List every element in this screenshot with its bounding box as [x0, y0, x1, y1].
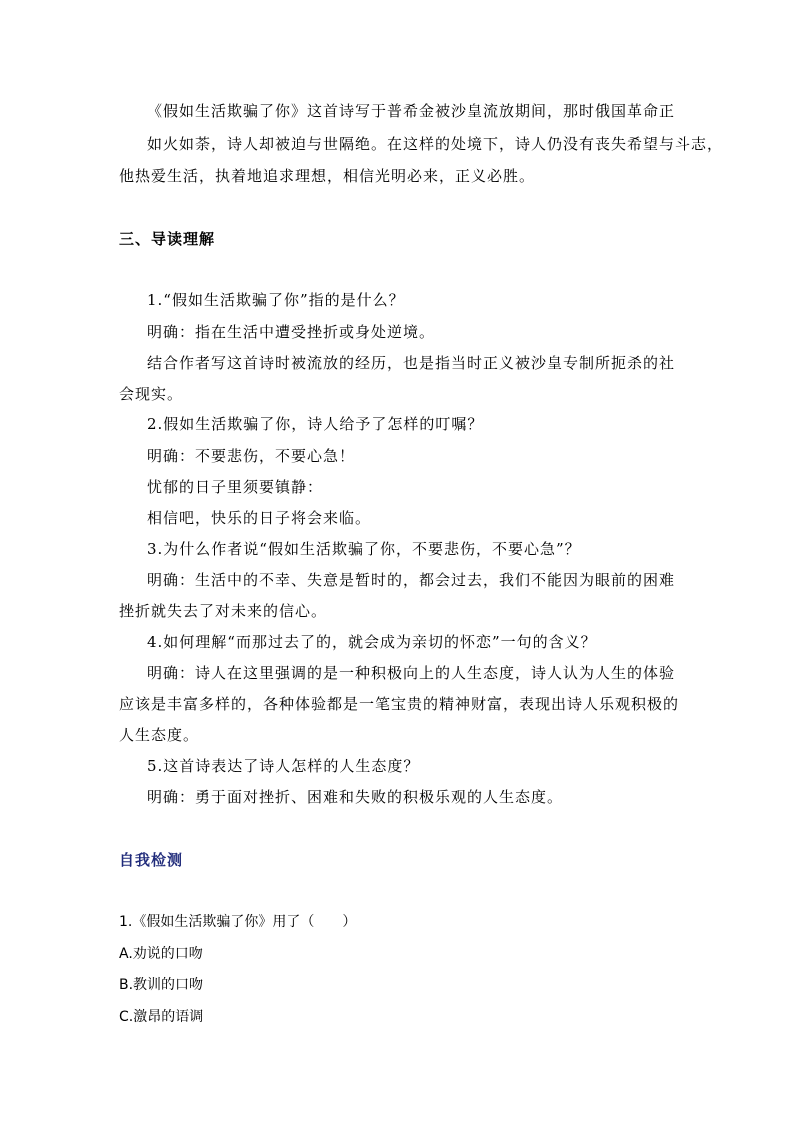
- question-5: 5.这首诗表达了诗人怎样的人生态度？: [147, 757, 420, 775]
- question-stem: 1.《假如生活欺骗了你》用了（ ）: [119, 914, 357, 930]
- section-heading: 三、导读理解: [119, 230, 216, 248]
- self-check-heading: 自我检测: [119, 851, 184, 869]
- option-a: A.劝说的口吻: [119, 946, 203, 962]
- answer-2: 明确：不要悲伤，不要心急！: [147, 447, 356, 465]
- answer-2-text: 忧郁的日子里须要镇静：: [147, 478, 324, 496]
- answer-2-text: 相信吧，快乐的日子将会来临。: [147, 509, 372, 527]
- answer-5: 明确：勇于面对挫折、困难和失败的积极乐观的人生态度。: [147, 788, 564, 806]
- question-3: 3.为什么作者说“假如生活欺骗了你，不要悲伤，不要心急”？: [147, 540, 581, 558]
- question-2: 2.假如生活欺骗了你，诗人给予了怎样的叮嘱？: [147, 415, 484, 433]
- answer-3-text: 挫折就失去了对未来的信心。: [119, 602, 328, 620]
- option-b: B.教训的口吻: [119, 977, 204, 993]
- answer-4: 明确：诗人在这里强调的是一种积极向上的人生态度，诗人认为人生的体验: [147, 664, 676, 682]
- question-1: 1.“假如生活欺骗了你”指的是什么？: [147, 291, 405, 309]
- answer-1-text: 结合作者写这首诗时被流放的经历，也是指当时正义被沙皇专制所扼杀的社: [147, 354, 676, 372]
- option-c: C.激昂的语调: [119, 1009, 204, 1025]
- answer-4-text: 应该是丰富多样的，各种体验都是一笔宝贵的精神财富，表现出诗人乐观积极的: [119, 695, 680, 713]
- answer-1-text: 会现实。: [119, 385, 184, 403]
- answer-4-text: 人生态度。: [119, 726, 200, 744]
- answer-1: 明确：指在生活中遭受挫折或身处逆境。: [147, 323, 436, 341]
- question-4: 4.如何理解“而那过去了的，就会成为亲切的怀恋”一句的含义？: [147, 633, 597, 651]
- intro-line: 如火如荼，诗人却被迫与世隔绝。在这样的处境下，诗人仍没有丧失希望与斗志，: [147, 135, 724, 153]
- intro-line: 《假如生活欺骗了你》这首诗写于普希金被沙皇流放期间，那时俄国革命正: [147, 102, 676, 120]
- answer-3: 明确：生活中的不幸、失意是暂时的，都会过去，我们不能因为眼前的困难: [147, 571, 676, 589]
- intro-line: 他热爱生活，执着地追求理想，相信光明必来，正义必胜。: [119, 167, 536, 185]
